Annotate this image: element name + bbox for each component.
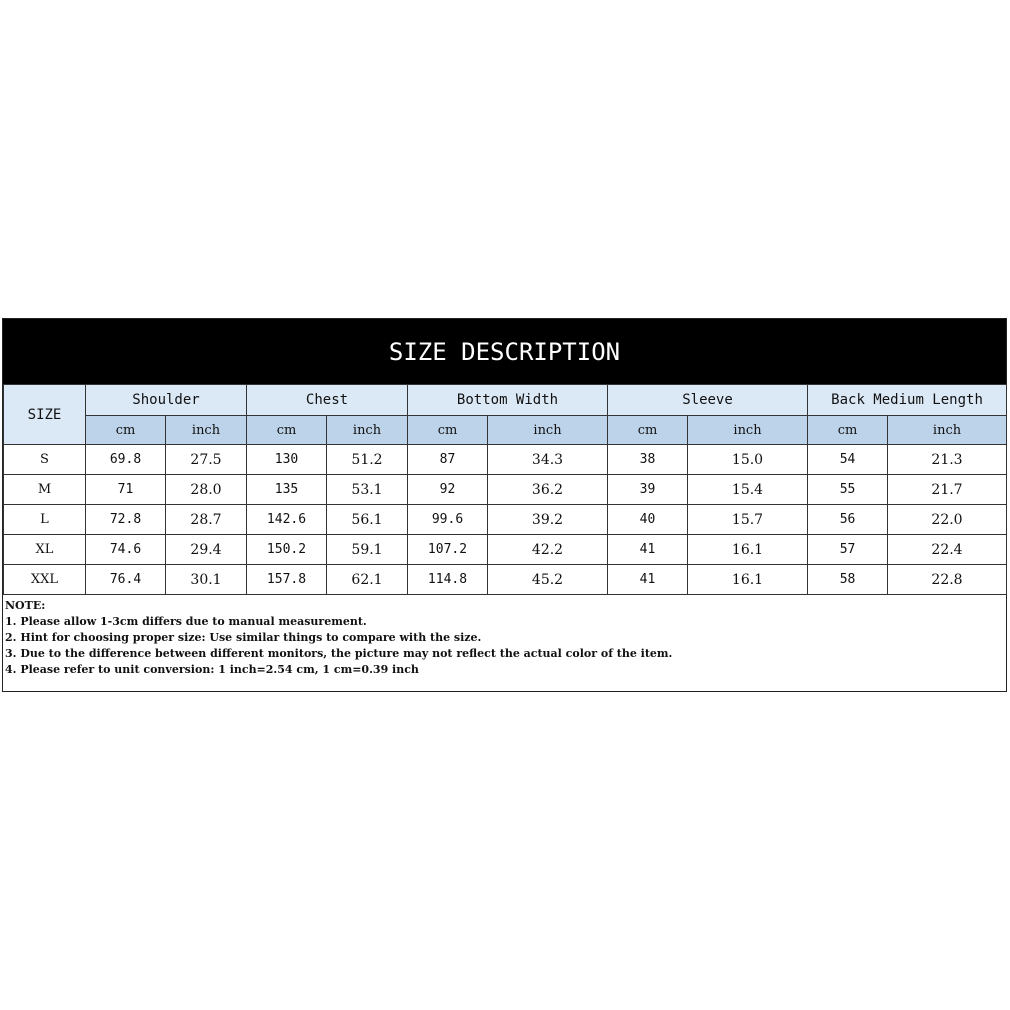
chart-title-text: SIZE DESCRIPTION [388, 337, 621, 366]
unit-header-cm: cm [408, 416, 488, 445]
table-cell: 56.1 [327, 505, 408, 535]
table-cell: 38 [608, 445, 688, 475]
note-line: 3. Due to the difference between different monitors, the picture may not reflect the actual color of the item. [5, 647, 673, 660]
note-line: 1. Please allow 1-3cm differs due to manual measurement. [5, 615, 367, 628]
table-cell: 54 [808, 445, 888, 475]
table-cell: 62.1 [327, 565, 408, 595]
unit-header-inch: inch [888, 416, 1007, 445]
group-header-back-medium-length: Back Medium Length [808, 385, 1007, 416]
unit-header-cm: cm [808, 416, 888, 445]
table-cell: 55 [808, 475, 888, 505]
table-cell: 40 [608, 505, 688, 535]
size-label: XXL [4, 565, 86, 595]
size-label: M [4, 475, 86, 505]
table-cell: 34.3 [488, 445, 608, 475]
unit-header-cm: cm [86, 416, 166, 445]
group-header-shoulder: Shoulder [86, 385, 247, 416]
table-cell: 16.1 [688, 535, 808, 565]
group-header-chest: Chest [247, 385, 408, 416]
unit-header-inch: inch [327, 416, 408, 445]
notes-section [3, 595, 1006, 681]
table-cell: 21.7 [888, 475, 1007, 505]
unit-header-cm: cm [247, 416, 327, 445]
table-cell: 142.6 [247, 505, 327, 535]
size-label: S [4, 445, 86, 475]
table-cell: 59.1 [327, 535, 408, 565]
table-row [4, 505, 1007, 535]
table-cell: 130 [247, 445, 327, 475]
table-cell: 15.7 [688, 505, 808, 535]
table-cell: 99.6 [408, 505, 488, 535]
group-header-bottom-width: Bottom Width [408, 385, 608, 416]
size-label: L [4, 505, 86, 535]
table-cell: 15.0 [688, 445, 808, 475]
table-cell: 27.5 [166, 445, 247, 475]
table-cell: 56 [808, 505, 888, 535]
group-header-row [4, 385, 1007, 416]
table-row [4, 565, 1007, 595]
chart-title [3, 319, 1006, 384]
table-cell: 71 [86, 475, 166, 505]
unit-header-row [4, 416, 1007, 445]
table-cell: 114.8 [408, 565, 488, 595]
table-cell: 29.4 [166, 535, 247, 565]
notes-heading: NOTE: [5, 599, 46, 612]
table-cell: 58 [808, 565, 888, 595]
unit-header-inch: inch [166, 416, 247, 445]
table-cell: 87 [408, 445, 488, 475]
table-row [4, 445, 1007, 475]
table-cell: 30.1 [166, 565, 247, 595]
table-row [4, 475, 1007, 505]
table-cell: 150.2 [247, 535, 327, 565]
table-cell: 41 [608, 535, 688, 565]
table-cell: 69.8 [86, 445, 166, 475]
table-cell: 36.2 [488, 475, 608, 505]
table-cell: 135 [247, 475, 327, 505]
table-row [4, 535, 1007, 565]
table-cell: 42.2 [488, 535, 608, 565]
size-chart [2, 318, 1007, 692]
table-cell: 107.2 [408, 535, 488, 565]
table-cell: 22.0 [888, 505, 1007, 535]
table-cell: 39 [608, 475, 688, 505]
table-cell: 41 [608, 565, 688, 595]
table-cell: 15.4 [688, 475, 808, 505]
table-cell: 51.2 [327, 445, 408, 475]
table-cell: 72.8 [86, 505, 166, 535]
table-cell: 92 [408, 475, 488, 505]
table-cell: 21.3 [888, 445, 1007, 475]
size-column-header: SIZE [4, 385, 86, 445]
table-cell: 53.1 [327, 475, 408, 505]
table-cell: 22.4 [888, 535, 1007, 565]
table-cell: 74.6 [86, 535, 166, 565]
note-line: 4. Please refer to unit conversion: 1 inch=2.54 cm, 1 cm=0.39 inch [5, 663, 419, 676]
unit-header-cm: cm [608, 416, 688, 445]
note-line: 2. Hint for choosing proper size: Use similar things to compare with the size. [5, 631, 482, 644]
table-cell: 28.0 [166, 475, 247, 505]
unit-header-inch: inch [688, 416, 808, 445]
table-cell: 45.2 [488, 565, 608, 595]
table-cell: 157.8 [247, 565, 327, 595]
unit-header-inch: inch [488, 416, 608, 445]
table-cell: 76.4 [86, 565, 166, 595]
group-header-sleeve: Sleeve [608, 385, 808, 416]
table-cell: 16.1 [688, 565, 808, 595]
table-cell: 39.2 [488, 505, 608, 535]
size-label: XL [4, 535, 86, 565]
size-table [3, 384, 1007, 595]
table-cell: 57 [808, 535, 888, 565]
table-cell: 28.7 [166, 505, 247, 535]
table-cell: 22.8 [888, 565, 1007, 595]
